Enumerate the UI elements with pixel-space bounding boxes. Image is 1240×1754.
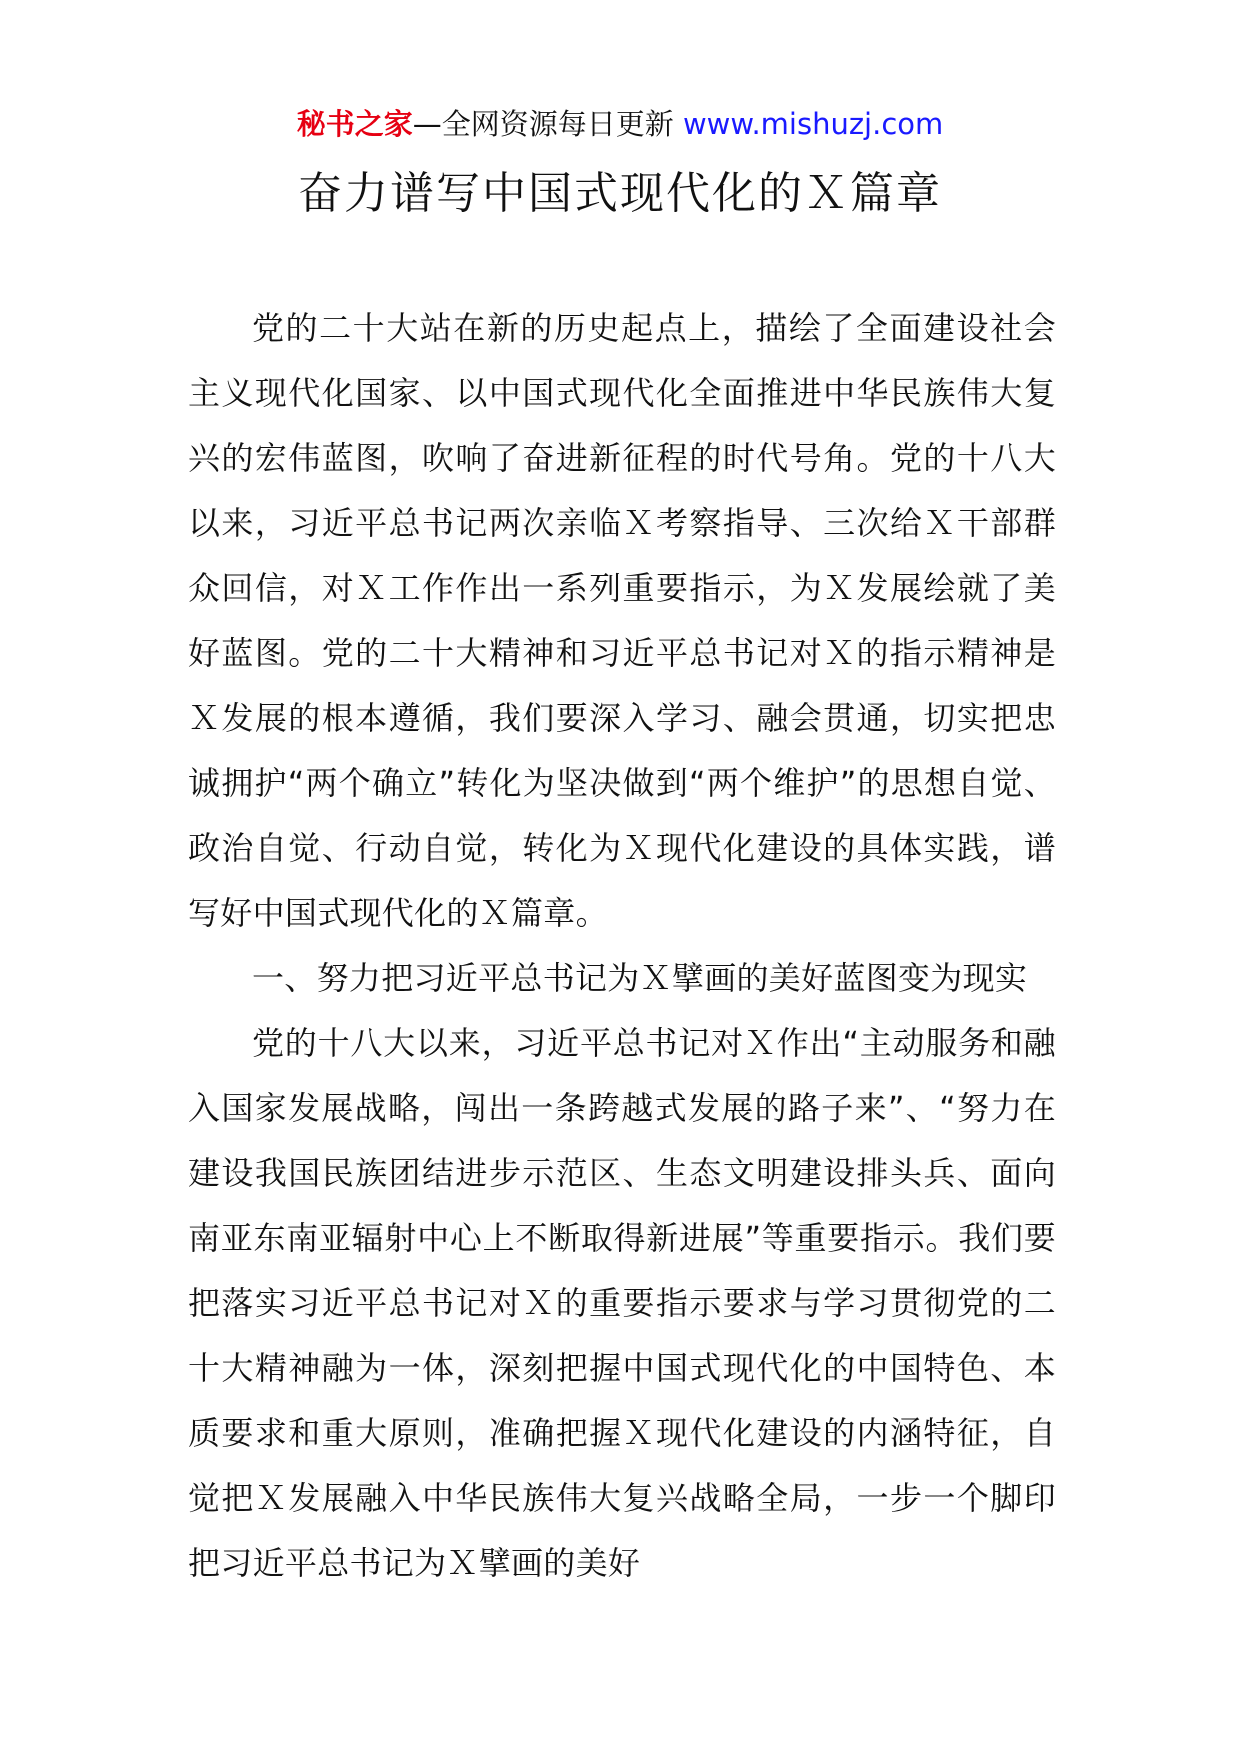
document-title: 奋力谱写中国式现代化的Ｘ篇章: [298, 168, 942, 219]
banner-tagline: —全网资源每日更新: [412, 107, 674, 141]
document-body: [188, 296, 1056, 1596]
intro-paragraph: 党的二十大站在新的历史起点上，描绘了全面建设社会主义现代化国家、以中国式现代化全面推进中华民族伟大复兴的宏伟蓝图，吹响了奋进新征程的时代号角。党的十八大以来，习近平总书记两次亲临Ｘ考察指导、三次给Ｘ干部群众回信，对Ｘ工作作出一系列重要指示，为Ｘ发展绘就了美好蓝图。党的二十大精神和习近平总书记对Ｘ的指示精神是Ｘ发展的根本遵循，我们要深入学习、融会贯通，切实把忠诚拥护“两个确立”转化为坚决做到“两个维护”的思想自觉、政治自觉、行动自觉，转化为Ｘ现代化建设的具体实践，谱写好中国式现代化的Ｘ篇章。: [188, 309, 1056, 932]
brand-name: 秘书之家: [296, 107, 413, 141]
section-heading: 一、努力把习近平总书记为Ｘ擘画的美好蓝图变为现实: [252, 959, 1028, 997]
header-banner: [0, 104, 1240, 144]
site-url-link[interactable]: www.mishuzj.com: [682, 107, 944, 141]
section-paragraph: 党的十八大以来，习近平总书记对Ｘ作出“主动服务和融入国家发展战略，闯出一条跨越式发展的路子来”、“努力在建设我国民族团结进步示范区、生态文明建设排头兵、面向南亚东南亚辐射中心上不断取得新进展”等重要指示。我们要把落实习近平总书记对Ｘ的重要指示要求与学习贯彻党的二十大精神融为一体，深刻把握中国式现代化的中国特色、本质要求和重大原则，准确把握Ｘ现代化建设的内涵特征，自觉把Ｘ发展融入中华民族伟大复兴战略全局，一步一个脚印把习近平总书记为Ｘ擘画的美好: [188, 1024, 1056, 1582]
